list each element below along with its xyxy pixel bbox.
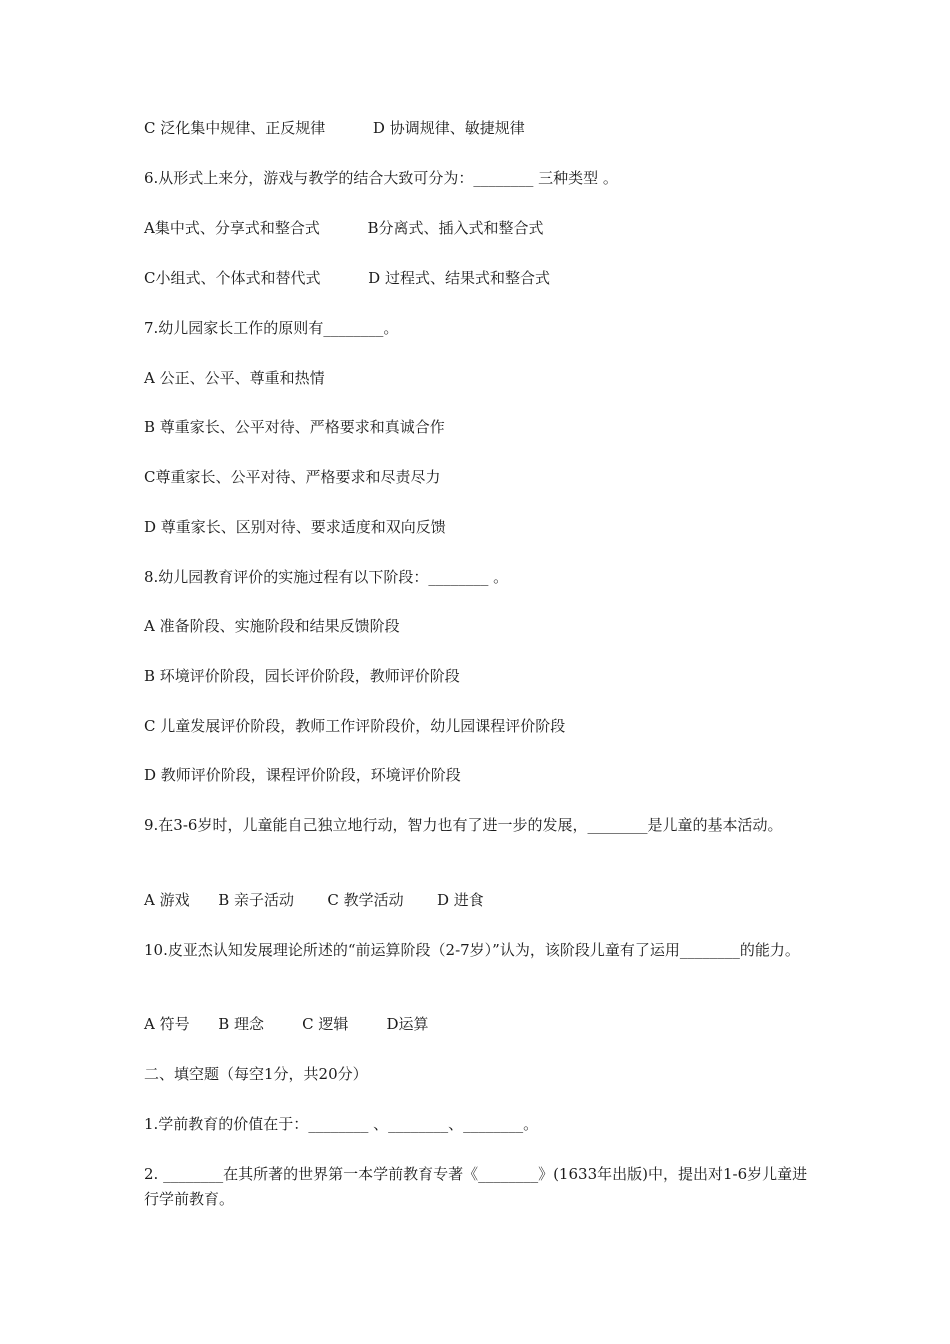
- option-line-q6-ab: A集中式、分享式和整合式 B分离式、插入式和整合式: [144, 219, 544, 237]
- question-7: 7.幼儿园家长工作的原则有________。: [144, 319, 399, 337]
- question-8: 8.幼儿园教育评价的实施过程有以下阶段：________ 。: [144, 568, 509, 586]
- question-10: 10.皮亚杰认知发展理论所述的“前运算阶段（2-7岁）”认为，该阶段儿童有了运用________的能力。: [144, 941, 800, 959]
- option-q8-a: A 准备阶段、实施阶段和结果反馈阶段: [144, 617, 400, 635]
- question-6: 6.从形式上来分，游戏与教学的结合大致可分为：________ 三种类型 。: [144, 169, 618, 187]
- option-q8-d: D 教师评价阶段，课程评价阶段，环境评价阶段: [144, 766, 461, 784]
- option-q7-c: C尊重家长、公平对待、严格要求和尽责尽力: [144, 468, 441, 486]
- question-9: 9.在3-6岁时，儿童能自己独立地行动，智力也有了进一步的发展，________是儿童的基本活动。: [144, 816, 783, 834]
- section-heading-fill-in: 二、填空题（每空1分，共20分）: [144, 1065, 368, 1083]
- option-q7-d: D 尊重家长、区别对待、要求适度和双向反馈: [144, 518, 446, 536]
- option-q7-a: A 公正、公平、尊重和热情: [144, 369, 325, 387]
- fill-question-1: 1.学前教育的价值在于：________ 、________、________。: [144, 1115, 539, 1133]
- option-line-q6-cd: C小组式、个体式和替代式 D 过程式、结果式和整合式: [144, 269, 550, 287]
- option-q8-c: C 儿童发展评价阶段，教师工作评阶段价，幼儿园课程评价阶段: [144, 717, 566, 735]
- option-line-q10: A 符号 B 理念 C 逻辑 D运算: [144, 1015, 429, 1033]
- option-line-q9: A 游戏 B 亲子活动 C 教学活动 D 进食: [144, 891, 484, 909]
- option-line-q5-cd: C 泛化集中规律、正反规律 D 协调规律、敏捷规律: [144, 119, 525, 137]
- option-q8-b: B 环境评价阶段，园长评价阶段，教师评价阶段: [144, 667, 460, 685]
- option-q7-b: B 尊重家长、公平对待、严格要求和真诚合作: [144, 418, 445, 436]
- fill-question-2: 2. ________在其所著的世界第一本学前教育专著《________》(1633年出版)中，提出对1-6岁儿童进行学前教育。: [144, 1165, 808, 1208]
